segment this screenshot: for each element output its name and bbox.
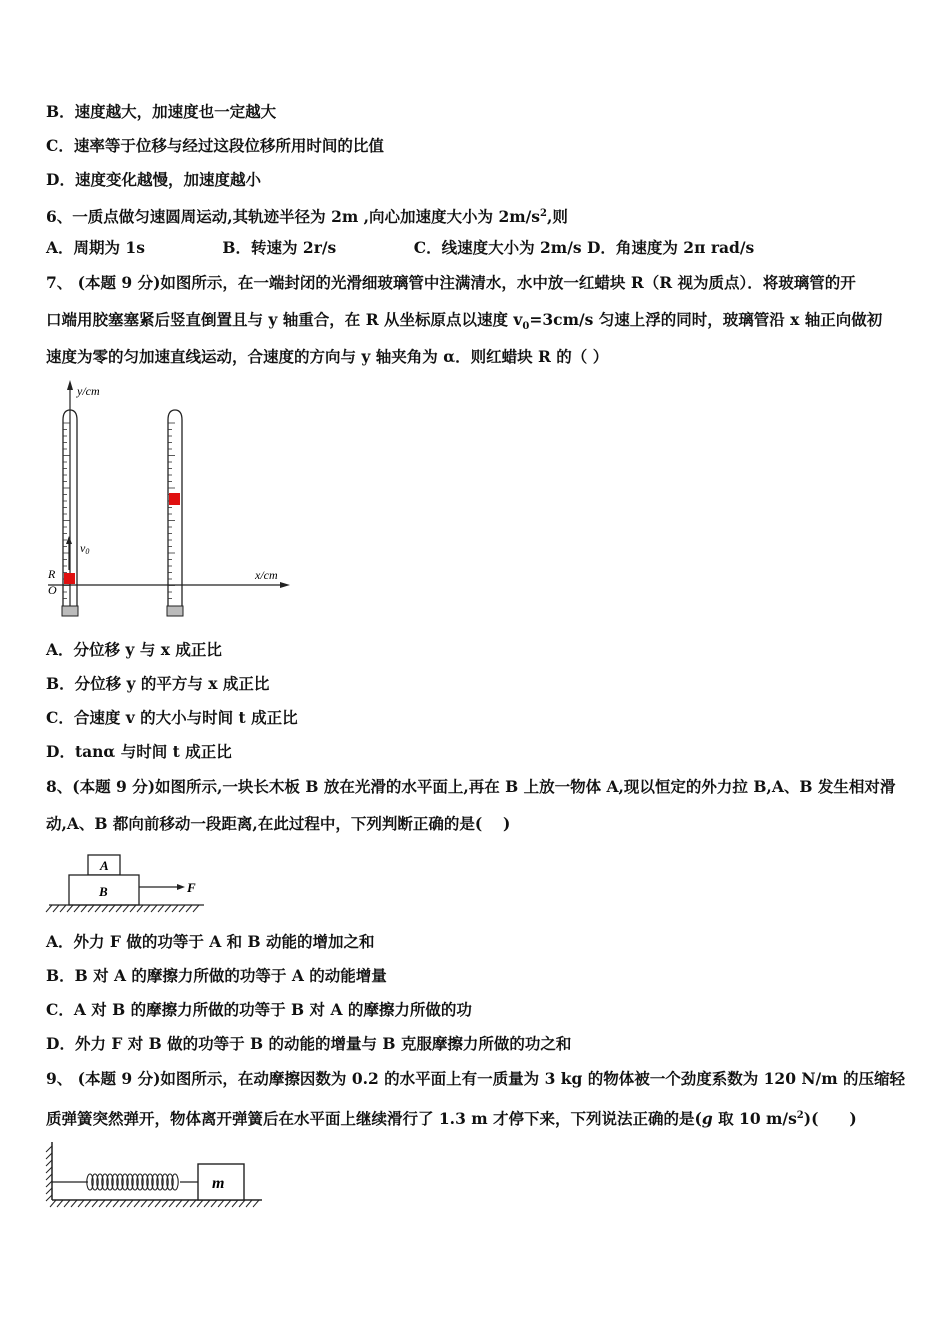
q8-option-d: D．外力 F 对 B 做的功等于 B 的动能的增量与 B 克服摩擦力所做的功之和 xyxy=(46,1034,572,1053)
hatch-line xyxy=(46,1146,52,1152)
hatch-line xyxy=(102,905,108,912)
hatch-line xyxy=(106,1200,112,1207)
hatch-line xyxy=(123,905,129,912)
hatch-line xyxy=(113,1200,119,1207)
hatch-line xyxy=(172,905,178,912)
spring-coils xyxy=(87,1174,178,1190)
hatch-line xyxy=(141,1200,147,1207)
x-axis-arrow-icon xyxy=(280,582,290,588)
hatch-line xyxy=(46,1160,52,1166)
hatch-line xyxy=(127,1200,133,1207)
hatch-line xyxy=(186,905,192,912)
hatch-line xyxy=(99,1200,105,1207)
hatch-line xyxy=(95,905,101,912)
hatch-line xyxy=(179,905,185,912)
hatch-line xyxy=(190,1200,196,1207)
block-a-label: A xyxy=(100,858,109,873)
hatch-line xyxy=(158,905,164,912)
hatch-line xyxy=(46,1174,52,1180)
q7-stem-line1: 7、 (本题 9 分)如图所示，在一端封闭的光滑细玻璃管中注满清水，水中放一红蜡块 R（R 视为质点）．将玻璃管的开 xyxy=(46,273,856,292)
q5-option-d: D．速度变化越慢，加速度越小 xyxy=(46,170,261,189)
hatch-line xyxy=(148,1200,154,1207)
hatch-line xyxy=(183,1200,189,1207)
hatch-line xyxy=(211,1200,217,1207)
q8-option-c: C．A 对 B 的摩擦力所做的功等于 B 对 A 的摩擦力所做的功 xyxy=(46,1000,472,1019)
hatch-line xyxy=(151,905,157,912)
hatch-line xyxy=(50,1200,56,1207)
hatch-line xyxy=(176,1200,182,1207)
hatch-line xyxy=(46,1181,52,1187)
hatch-line xyxy=(53,905,59,912)
right-tube-stopper xyxy=(167,606,183,616)
origin-label: O xyxy=(48,583,57,597)
q9-stem-line1: 9、 (本题 9 分)如图所示，在动摩擦因数为 0.2 的水平面上有一质量为 3 kg 的物体被一个劲度系数为 120 N/m 的压缩轻 xyxy=(46,1069,906,1088)
x-axis-label: x/cm xyxy=(255,568,278,582)
hatch-line xyxy=(155,1200,161,1207)
hatch-line xyxy=(134,1200,140,1207)
v0-label: v0 xyxy=(80,541,90,556)
hatch-line xyxy=(85,1200,91,1207)
hatch-line xyxy=(130,905,136,912)
plank-b-label: B xyxy=(99,884,108,899)
q5-option-c: C．速率等于位移与经过这段位移所用时间的比值 xyxy=(46,136,384,155)
r-label: R xyxy=(48,567,56,581)
q8-blocks-figure xyxy=(44,850,214,915)
red-wax-block-moved xyxy=(169,493,180,505)
left-tube-ticks xyxy=(63,423,70,599)
q9-spring-block-figure xyxy=(40,1138,270,1213)
q9-stem-line2: 质弹簧突然弹开，物体离开弹簧后在水平面上继续滑行了 1.3 m 才停下来，下列说法正确的是(g 取 10 $m/s^2$)( ) xyxy=(46,1109,857,1129)
hatch-line xyxy=(92,1200,98,1207)
q7-stem-line2: 口端用胶塞塞紧后竖直倒置且与 y 轴重合，在 R 从坐标原点以速度 $v_0=3cm/s$ 匀速上浮的同时，玻璃管沿 x 轴正向做初 xyxy=(46,310,883,333)
q7-option-c: C．合速度 v 的大小与时间 t 成正比 xyxy=(46,708,298,727)
hatch-line xyxy=(120,1200,126,1207)
q7-glass-tube-figure xyxy=(40,378,300,623)
q7-option-b: B．分位移 y 的平方与 x 成正比 xyxy=(46,674,270,693)
q8-option-a: A．外力 F 做的功等于 A 和 B 动能的增加之和 xyxy=(46,932,375,951)
hatch-line xyxy=(81,905,87,912)
hatch-line xyxy=(144,905,150,912)
q7-option-d: D．tanα 与时间 t 成正比 xyxy=(46,742,232,761)
hatch-line xyxy=(46,905,52,912)
hatch-line xyxy=(193,905,199,912)
red-wax-block-r xyxy=(64,573,75,584)
q8-stem-line2: 动,A、B 都向前移动一段距离,在此过程中，下列判断正确的是( ) xyxy=(46,814,511,833)
hatch-line xyxy=(225,1200,231,1207)
hatch-line xyxy=(197,1200,203,1207)
left-tube-stopper xyxy=(62,606,78,616)
q8-option-b: B．B 对 A 的摩擦力所做的功等于 A 的动能增量 xyxy=(46,966,387,985)
force-arrow-icon xyxy=(177,884,185,890)
hatch-line xyxy=(46,1153,52,1159)
hatch-line xyxy=(46,1195,52,1201)
hatch-line xyxy=(64,1200,70,1207)
hatch-line xyxy=(162,1200,168,1207)
hatch-line xyxy=(74,905,80,912)
hatch-line xyxy=(109,905,115,912)
hatch-line xyxy=(165,905,171,912)
hatch-line xyxy=(218,1200,224,1207)
q7-stem-line3: 速度为零的匀加速直线运动，合速度的方向与 y 轴夹角为 α．则红蜡块 R 的（ ） xyxy=(46,347,609,366)
hatch-line xyxy=(88,905,94,912)
hatch-line xyxy=(204,1200,210,1207)
hatch-line xyxy=(232,1200,238,1207)
y-axis-arrow-icon xyxy=(67,380,73,390)
hatch-line xyxy=(239,1200,245,1207)
force-label: F xyxy=(187,880,196,895)
hatch-line xyxy=(246,1200,252,1207)
hatch-line xyxy=(46,1188,52,1194)
hatch-line xyxy=(71,1200,77,1207)
hatch-line xyxy=(137,905,143,912)
q8-stem-line1: 8、(本题 9 分)如图所示,一块长木板 B 放在光滑的水平面上,再在 B 上放一物体 A,现以恒定的外力拉 B,A、B 发生相对滑 xyxy=(46,777,896,796)
q5-option-b: B．速度越大，加速度也一定越大 xyxy=(46,102,277,121)
q7-option-a: A．分位移 y 与 x 成正比 xyxy=(46,640,222,659)
hatch-line xyxy=(57,1200,63,1207)
q6-options: A．周期为 1s B．转速为 2r/s C．线速度大小为 2m/s D．角速度为 2π rad/s xyxy=(46,238,755,257)
hatch-line xyxy=(116,905,122,912)
right-tube-ticks xyxy=(168,423,175,599)
q6-stem: 6、一质点做匀速圆周运动,其轨迹半径为 2m ,向心加速度大小为 $2m/s^2$,则 xyxy=(46,207,568,227)
hatch-line xyxy=(253,1200,259,1207)
hatch-line xyxy=(169,1200,175,1207)
wall-hatching xyxy=(46,1146,52,1201)
ground-hatching xyxy=(46,905,199,912)
hatch-line xyxy=(60,905,66,912)
hatch-line xyxy=(78,1200,84,1207)
block-m-label: m xyxy=(212,1175,225,1192)
floor-hatching xyxy=(50,1200,259,1207)
y-axis-label: y/cm xyxy=(77,384,100,398)
hatch-line xyxy=(46,1167,52,1173)
hatch-line xyxy=(67,905,73,912)
